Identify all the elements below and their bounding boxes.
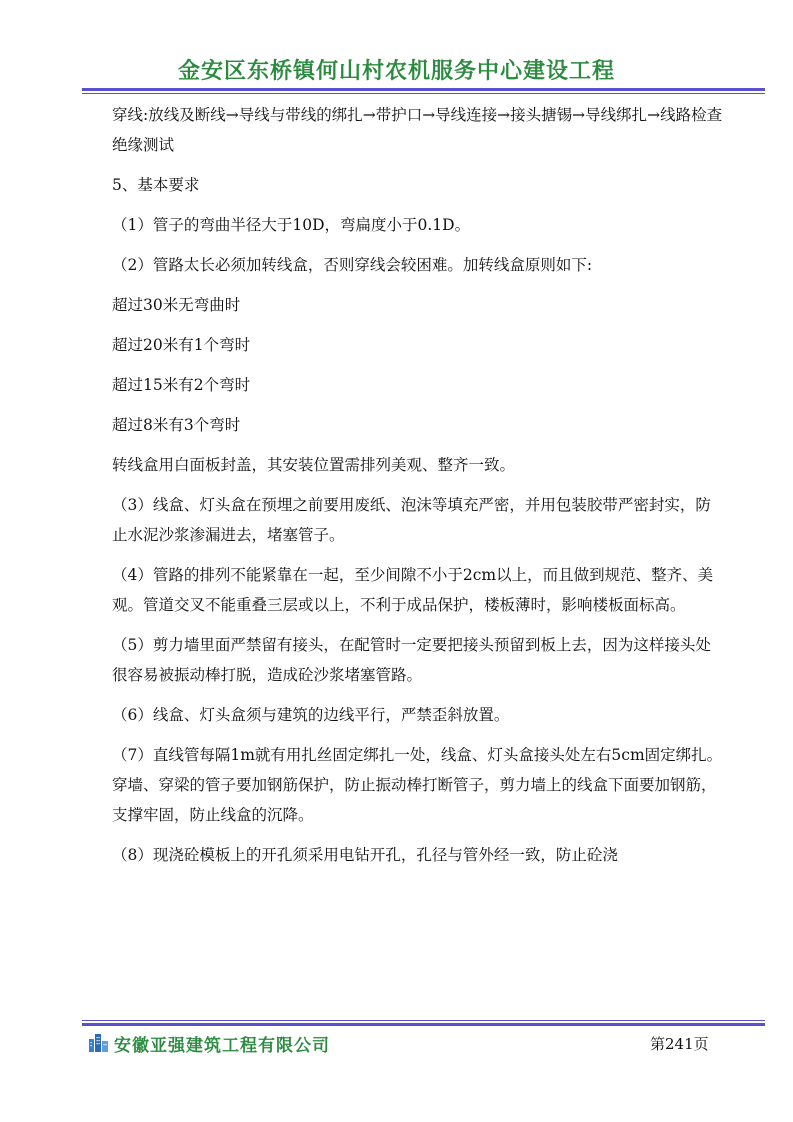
rule-item-8m: 超过8米有3个弯时 (112, 416, 241, 434)
building-logo-icon (88, 1031, 110, 1053)
paragraph-req-3: （3）线盒、灯头盒在预埋之前要用废纸、泡沫等填充严密，并用包装胶带严密封实，防止水泥沙浆渗漏进去，堵塞管子。 (112, 496, 711, 544)
footer-rule-thick (82, 1023, 765, 1026)
paragraph-req-2: （2）管路太长必须加转线盒，否则穿线会较困难。加转线盒原则如下: (112, 256, 593, 274)
rule-item-30m: 超过30米无弯曲时 (112, 296, 241, 314)
document-body (112, 100, 724, 880)
footer-company-name: 安徽亚强建筑工程有限公司 (114, 1036, 330, 1056)
paragraph-junction-box-cover: 转线盒用白面板封盖，其安装位置需排列美观、整齐一致。 (112, 456, 516, 474)
rule-item-15m: 超过15米有2个弯时 (112, 376, 251, 394)
footer-rule-thin (82, 1020, 765, 1021)
rule-item-20m: 超过20米有1个弯时 (112, 336, 251, 354)
paragraph-req-8: （8）现浇砼模板上的开孔须采用电钻开孔，孔径与管外经一致，防止砼浇 (112, 846, 618, 864)
paragraph-threading-process: 穿线:放线及断线→导线与带线的绑扎→带护口→导线连接→接头搪锡→导线绑扎→线路检查绝缘测试 (112, 106, 723, 154)
paragraph-req-6: （6）线盒、灯头盒须与建筑的边线平行，严禁歪斜放置。 (112, 706, 510, 724)
paragraph-req-7: （7）直线管每隔1m就有用扎丝固定绑扎一处，线盒、灯头盒接头处左右5cm固定绑扎。穿墙、穿梁的管子要加钢筋保护，防止振动棒打断管子，剪力墙上的线盒下面要加钢筋，支撑牢固，防止线盒的沉降。 (112, 746, 723, 824)
paragraph-req-1: （1）管子的弯曲半径大于10D，弯扁度小于0.1D。 (112, 216, 471, 234)
paragraph-req-5: （5）剪力墙里面严禁留有接头，在配管时一定要把接头预留到板上去，因为这样接头处很容易被振动棒打脱，造成砼沙浆堵塞管路。 (112, 636, 711, 684)
paragraph-req-4: （4）管路的排列不能紧靠在一起，至少间隙不小于2cm以上，而且做到规范、整齐、美观。管道交叉不能重叠三层或以上，不利于成品保护，楼板薄时，影响楼板面标高。 (112, 566, 714, 614)
page-header-title: 金安区东桥镇何山村农机服务中心建设工程 (177, 59, 615, 84)
section-heading-basic-requirements: 5、基本要求 (112, 176, 200, 194)
header-rule-thin (82, 93, 765, 94)
header-rule-thick (82, 88, 765, 91)
footer-page-number: 第241页 (650, 1035, 709, 1053)
